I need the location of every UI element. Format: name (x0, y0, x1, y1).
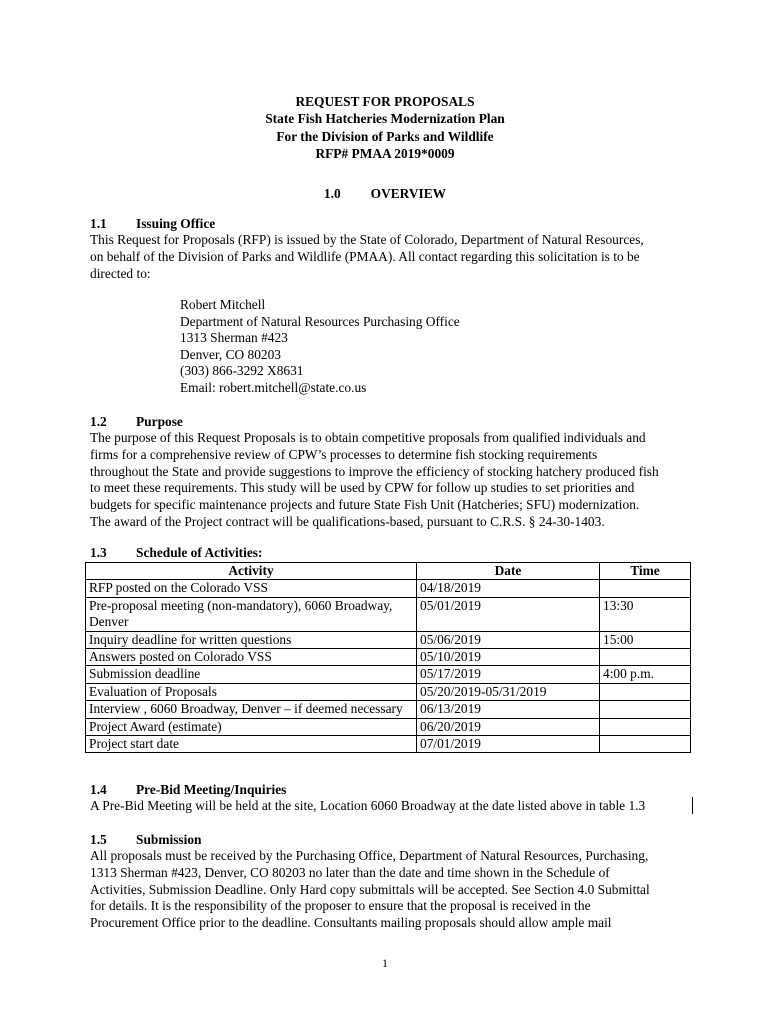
contact-block (180, 297, 460, 397)
paragraph-line: to meet these requirements. This study will be used by CPW for follow up studies to set priorities and (90, 480, 635, 496)
section-title: Pre-Bid Meeting/Inquiries (136, 782, 287, 797)
section-submission (90, 832, 695, 932)
section-paragraph (90, 430, 695, 531)
paragraph-line: A Pre-Bid Meeting will be held at the site, Location 6060 Broadway at the date listed above in table 1.3 (90, 798, 646, 813)
paragraph-line: Activities, Submission Deadline. Only Hard copy submittals will be accepted. See Section 4.0 Submittal (90, 881, 650, 897)
table-row (86, 718, 691, 735)
time-cell: 13:30 (600, 597, 691, 631)
title-line: State Fish Hatcheries Modernization Plan (265, 111, 505, 127)
section-number: 1.2 (90, 414, 107, 429)
paragraph-line: 1313 Sherman #423, Denver, CO 80203 no later than the date and time shown in the Schedule of (90, 864, 610, 880)
date-cell: 05/10/2019 (417, 649, 600, 666)
revision-bar (692, 797, 693, 814)
paragraph-line: firms for a comprehensive review of CPW’s processes to determine fish stocking requirements (90, 446, 598, 462)
overview-number: 1.0 (323, 186, 341, 201)
time-cell (600, 736, 691, 753)
column-header-activity: Activity (86, 563, 417, 580)
section-issuing-office (90, 216, 695, 282)
section-pre-bid (90, 782, 695, 815)
paragraph-line: The purpose of this Request Proposals is to obtain competitive proposals from qualified individuals and (90, 430, 646, 445)
time-cell: 4:00 p.m. (600, 666, 691, 683)
section-heading (90, 782, 695, 798)
activity-cell: Inquiry deadline for written questions (86, 631, 417, 648)
overview-heading (0, 186, 770, 202)
schedule-table (85, 562, 691, 753)
section-number: 1.1 (90, 216, 107, 231)
table-row (86, 631, 691, 648)
table-row (86, 701, 691, 718)
table-row (86, 683, 691, 700)
paragraph-line: All proposals must be received by the Purchasing Office, Department of Natural Resources, Purchasing, (90, 848, 649, 863)
paragraph-line: directed to: (90, 265, 151, 281)
contact-street: 1313 Sherman #423 (180, 330, 288, 346)
paragraph-line: on behalf of the Division of Parks and Wildlife (PMAA). All contact regarding this solicitation is to be (90, 248, 640, 264)
contact-name: Robert Mitchell (180, 297, 266, 312)
paragraph-line: Procurement Office prior to the deadline. Consultants mailing proposals should allow ample mail (90, 915, 612, 931)
paragraph-line: budgets for specific maintenance projects and future State Fish Unit (Hatcheries; SFU) modernization. (90, 497, 640, 513)
date-cell: 07/01/2019 (417, 736, 600, 753)
date-cell: 05/01/2019 (417, 597, 600, 631)
document-title (0, 93, 770, 162)
time-cell (600, 718, 691, 735)
activity-cell: Answers posted on Colorado VSS (86, 649, 417, 666)
table-header-row (86, 563, 691, 580)
table-row (86, 666, 691, 683)
time-cell (600, 701, 691, 718)
date-cell: 05/06/2019 (417, 631, 600, 648)
section-title: Issuing Office (136, 216, 216, 231)
table-row (86, 580, 691, 597)
time-cell (600, 580, 691, 597)
paragraph-line: throughout the State and provide suggestions to improve the efficiency of stocking hatchery produced fish (90, 463, 659, 479)
contact-email: Email: robert.mitchell@state.co.us (180, 379, 367, 395)
section-heading (90, 545, 695, 561)
title-line: For the Division of Parks and Wildlife (276, 128, 494, 144)
activity-cell: Pre-proposal meeting (non-mandatory), 6060 Broadway, Denver (86, 597, 417, 631)
section-paragraph (90, 848, 695, 932)
overview-label: OVERVIEW (370, 186, 447, 201)
date-cell: 06/13/2019 (417, 701, 600, 718)
time-cell (600, 649, 691, 666)
section-title: Submission (136, 832, 202, 847)
contact-phone: (303) 866-3292 X8631 (180, 363, 304, 379)
title-line: RFP# PMAA 2019*0009 (315, 145, 455, 161)
paragraph-line: This Request for Proposals (RFP) is issued by the State of Colorado, Department of Natural Resources, (90, 232, 644, 247)
table-row (86, 597, 691, 631)
activity-cell: Project Award (estimate) (86, 718, 417, 735)
contact-office: Department of Natural Resources Purchasing Office (180, 313, 460, 329)
section-paragraph (90, 232, 695, 282)
contact-city: Denver, CO 80203 (180, 346, 281, 362)
section-schedule (90, 545, 695, 561)
section-heading (90, 216, 695, 232)
section-number: 1.4 (90, 782, 107, 797)
column-header-date: Date (417, 563, 600, 580)
section-title: Purpose (136, 414, 183, 429)
activity-cell: RFP posted on the Colorado VSS (86, 580, 417, 597)
paragraph-line: The award of the Project contract will be qualifications-based, pursuant to C.R.S. § 24-30-1403. (90, 513, 605, 529)
date-cell: 06/20/2019 (417, 718, 600, 735)
time-cell: 15:00 (600, 631, 691, 648)
activity-cell: Submission deadline (86, 666, 417, 683)
time-cell (600, 683, 691, 700)
title-line: REQUEST FOR PROPOSALS (295, 94, 475, 109)
section-purpose (90, 414, 695, 531)
paragraph-line: for details. It is the responsibility of the proposer to ensure that the proposal is received in the (90, 898, 591, 914)
page-number: 1 (382, 956, 388, 970)
section-title: Schedule of Activities: (136, 545, 263, 560)
date-cell: 04/18/2019 (417, 580, 600, 597)
column-header-time: Time (600, 563, 691, 580)
activity-cell: Project start date (86, 736, 417, 753)
section-heading (90, 832, 695, 848)
section-heading (90, 414, 695, 430)
table-row (86, 649, 691, 666)
section-paragraph (90, 798, 695, 815)
section-number: 1.3 (90, 545, 107, 560)
date-cell: 05/20/2019-05/31/2019 (417, 683, 600, 700)
date-cell: 05/17/2019 (417, 666, 600, 683)
activity-cell: Evaluation of Proposals (86, 683, 417, 700)
table-row (86, 736, 691, 753)
section-number: 1.5 (90, 832, 107, 847)
activity-cell: Interview , 6060 Broadway, Denver – if deemed necessary (86, 701, 417, 718)
